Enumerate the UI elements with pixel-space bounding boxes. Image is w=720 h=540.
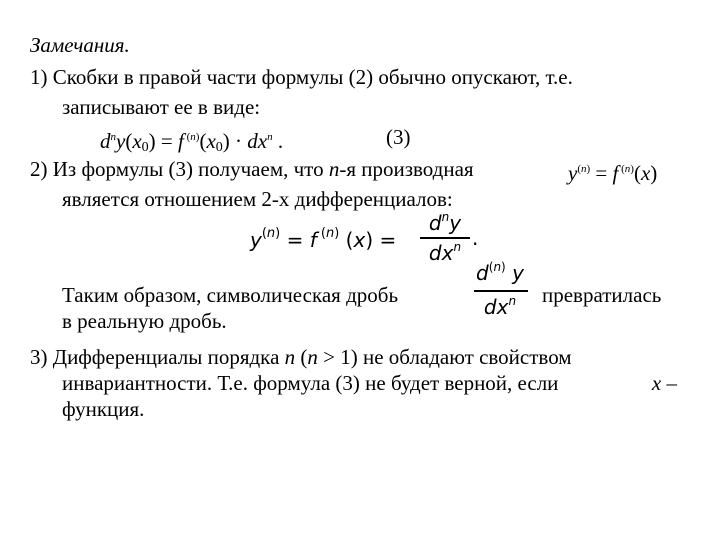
item-2-n: n xyxy=(328,157,340,181)
item-3-n2: n xyxy=(307,345,318,369)
item-3-dash: – xyxy=(666,371,677,395)
symbolic-fraction-bar xyxy=(474,290,528,292)
item-1-line-1: 1) Скобки в правой части формулы (2) обычно опускают, т.е. xyxy=(30,65,573,89)
item-1-line-2: записывают ее в виде: xyxy=(62,95,261,119)
symbolic-after: превратилась xyxy=(542,283,662,307)
derivative-equation-period: . xyxy=(472,226,479,250)
symbolic-line-2: в реальную дробь. xyxy=(62,309,227,333)
item-3-paren: ( xyxy=(300,345,308,369)
item-3-line-3: функция. xyxy=(62,397,145,421)
item-3-ineq: > 1) не обладают свойством xyxy=(323,345,572,369)
symbolic-fraction-numerator: $d^{(n)}$ y xyxy=(476,260,524,285)
formula-3-number: (3) xyxy=(386,125,411,149)
item-2-line-1-text: 2) Из формулы (3) получаем, что xyxy=(30,157,324,181)
derivative-equation-left: $y^{(n)} = f$ $^{(n)}$ (x) = xyxy=(250,226,397,252)
item-3-line-2-text: инвариантности. Т.е. формула (3) не будет верной, если xyxy=(62,371,559,395)
derivative-fraction-bar xyxy=(420,237,470,239)
formula-3: $d^ny(x_0) = f$ $^{(n)}(x_0) \cdot dx^n$ . xyxy=(100,129,284,155)
derivative-fraction-denominator: $dx^n$ xyxy=(428,240,462,265)
derivative-fraction-numerator: $d^ny$ xyxy=(428,210,462,235)
item-2-line-1 xyxy=(30,156,474,182)
item-3-x: x xyxy=(651,371,662,395)
item-3-text-a: 3) Дифференциалы порядка xyxy=(30,345,280,369)
item-3-n: n xyxy=(284,345,296,369)
slide-title: Замечания. xyxy=(30,33,130,57)
item-3-line-1 xyxy=(30,344,572,370)
nth-derivative-expression: $y^{(n)} = f$ $^{(n)}$(x) xyxy=(568,161,658,185)
symbolic-fraction-denominator: $dx^n$ xyxy=(483,294,517,319)
item-2-line-1-rest: -я производная xyxy=(339,157,474,181)
derivative-fraction xyxy=(418,210,472,266)
symbolic-line-1: Таким образом, символическая дробь xyxy=(62,283,399,307)
item-2-line-2: является отношением 2-х дифференциалов: xyxy=(62,187,453,211)
symbolic-fraction xyxy=(468,260,532,324)
item-3-line-2 xyxy=(62,370,677,396)
